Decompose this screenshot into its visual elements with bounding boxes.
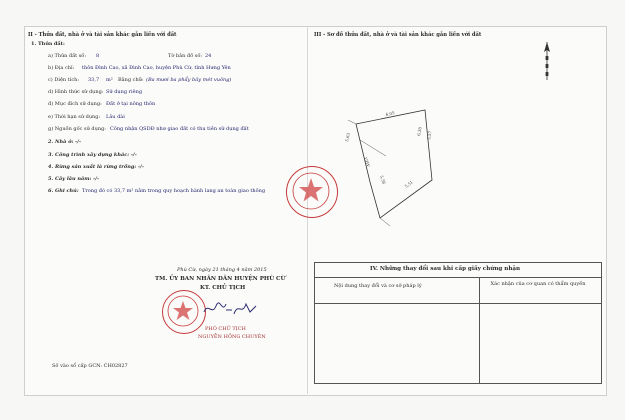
land-parcel-title: 1. Thửa đất: <box>31 41 65 47</box>
plan-label-6: 5,51 <box>403 179 414 189</box>
signer-name: NGUYỄN HỒNG CHUYÊN <box>198 334 266 340</box>
address-label: b) Địa chỉ: <box>48 65 75 71</box>
plan-label-5: 5,56 <box>379 174 387 185</box>
area-words-label: Bằng chữ: <box>118 77 144 83</box>
register-serial: Số vào sổ cấp GCN: CH02827 <box>52 363 128 369</box>
usage-term-label: e) Thời hạn sử dụng: <box>48 114 101 120</box>
plan-label-4: 5,63 <box>344 132 351 143</box>
usage-purpose-label: đ) Mục đích sử dụng: <box>48 101 102 107</box>
authority-line-2: KT. CHỦ TỊCH <box>200 285 246 291</box>
forest-item: 4. Rừng sản xuất là rừng trồng: -/- <box>48 164 144 170</box>
area-value: 33,7 <box>88 77 100 83</box>
note-value: Trong đó có 33,7 m² nằm trong quy hoạch hành lang an toàn giao thông <box>82 188 266 194</box>
parcel-plan-diagram <box>320 96 460 231</box>
construction-item: 3. Công trình xây dựng khác: -/- <box>48 152 137 158</box>
signature-icon <box>202 298 258 320</box>
usage-origin-value: Công nhận QSDĐ như giao đất có thu tiền sử dụng đất <box>110 126 249 132</box>
changes-col-confirmation: Xác nhận của cơ quan có thẩm quyền <box>490 281 586 287</box>
usage-form-value: Sử dụng riêng <box>106 89 143 95</box>
section-iii-title: III - Sơ đồ thửa đất, nhà ở và tài sản khác gắn liền với đất <box>314 32 482 38</box>
area-words-value: (Ba mươi ba phẩy bảy mét vuông) <box>146 77 232 83</box>
signer-title: PHÓ CHỦ TỊCH <box>205 326 246 332</box>
changes-table-title: IV. Những thay đổi sau khi cấp giấy chứng nhận <box>370 266 521 272</box>
plan-label-3: 5,57 <box>426 130 433 141</box>
section-ii-title: II - Thửa đất, nhà ở và tài sản khác gắn liền với đất <box>28 32 177 38</box>
parcel-number-label: a) Thửa đất số: <box>48 53 87 59</box>
authority-line-1: TM. ỦY BAN NHÂN DÂN HUYỆN PHÙ CỪ <box>155 276 286 282</box>
house-item: 2. Nhà ở: -/- <box>48 139 82 145</box>
address-value: thôn Đình Cao, xã Đình Cao, huyện Phù Cừ, tỉnh Hưng Yên <box>82 65 231 71</box>
official-seal-icon <box>162 290 206 334</box>
note-label: 6. Ghi chú: <box>48 188 79 194</box>
map-sheet-value: 24 <box>205 53 212 59</box>
usage-form-label: d) Hình thức sử dụng: <box>48 89 104 95</box>
plan-label-7: UHV <box>363 156 372 168</box>
map-sheet-label: Tờ bản đồ số: <box>168 53 203 59</box>
plan-label-1: 6,05 <box>385 110 395 117</box>
usage-purpose-value: Đất ở tại nông thôn <box>106 101 156 107</box>
changes-table-column-divider <box>315 277 480 383</box>
issue-date: Phù Cừ, ngày 21 tháng 4 năm 2015 <box>177 267 267 273</box>
area-unit: m² <box>106 77 113 83</box>
perennial-item: 5. Cây lâu năm: -/- <box>48 176 100 182</box>
usage-term-value: Lâu dài <box>106 114 125 120</box>
area-label: c) Diện tích: <box>48 77 80 83</box>
north-arrow-icon <box>541 40 553 82</box>
usage-origin-label: g) Nguồn gốc sử dụng: <box>48 126 106 132</box>
plan-seal-icon <box>286 166 338 218</box>
plan-label-2: 6,30 <box>416 126 423 137</box>
parcel-number-value: 8 <box>96 53 100 59</box>
changes-col-content: Nội dung thay đổi và cơ sở pháp lý <box>334 283 422 289</box>
